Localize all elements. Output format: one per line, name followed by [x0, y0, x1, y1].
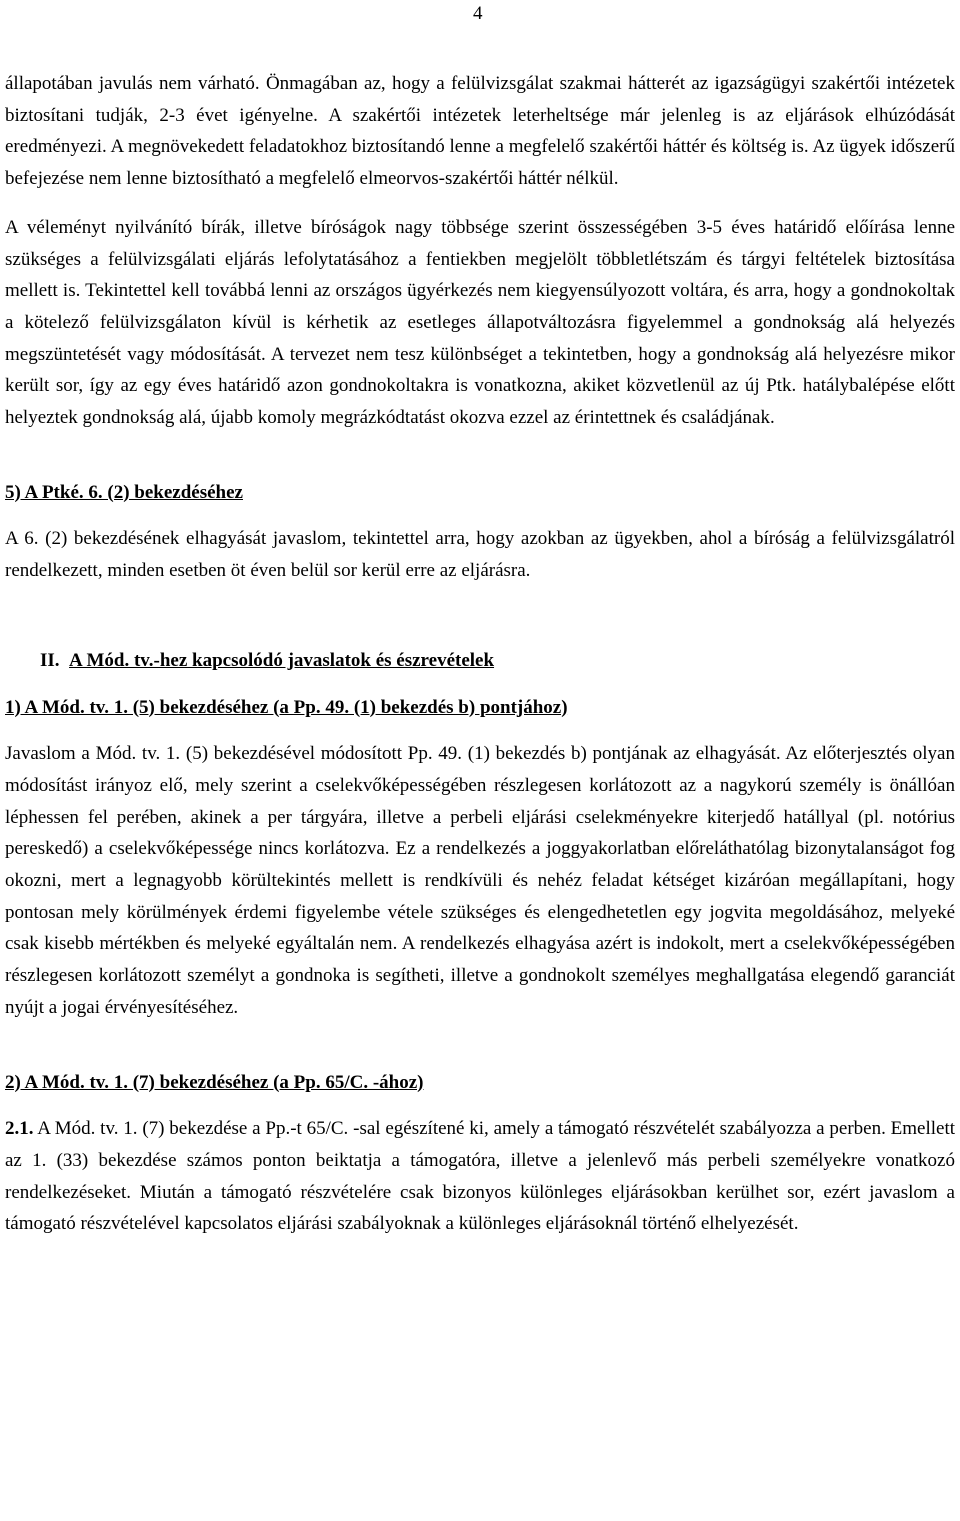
item-1-body: Javaslom a Mód. tv. 1. (5) bekezdésével módosított Pp. 49. (1) bekezdés b) pontjának az elhagyását. Az előterjesztés olyan módosítást irányoz elő, mely szerint a cselekvőképességében részlegesen korlátozott az a nagykorú személy is önállóan léphessen fel perében, akinek a per tárgyára, illetve a perbeli eljárási cselekményekre kiterjedő hatállyal (pl. notórius pereskedő) a cselekvőképessége nincs korlátozva. Ez a rendelkezés a joggyakorlatban előreláthatólag bizonytalanságot fog okozni, mert a legnagyobb körültekintés mellett is rendkívüli és nehéz feladat kétséget kizáróan megállapítani, hogy pontosan mely körülmények érdemi figyelembe vétele szükséges és elengedhetetlen egy jogvita megoldásához, melyeké csak kisebb mértékben és melyeké egyáltalán nem. A rendelkezés elhagyása azért is indokolt, mert a cselekvőképességében részlegesen korlátozott személyt a gondnoka is segítheti, illetve a gondnokolt személyes meghallgatása elegendő garanciát nyújt a jogai érvényesítéséhez.: [5, 743, 955, 1018]
document-body: [5, 68, 955, 1240]
part-2-number: II.: [40, 649, 60, 671]
item-2-1-body: A Mód. tv. 1. (7) bekezdése a Pp.-t 65/C. -sal egészítené ki, amely a támogató részvételét szabályozza a perben. Emellett az 1. (33) bekezdése számos ponton beiktatja a támogatóra, illetve a jelenlevő más perbeli személyekre vonatkozó rendelkezéseket. Miután a támogató részvételére csak bizonyos különleges eljárásokban kerülhet sor, ezért javaslom a támogató részvételével kapcsolatos eljárási szabályoknak a különleges eljárásoknál történő elhelyezését.: [5, 1118, 956, 1235]
section-5-heading: 5) A Ptké. 6. (2) bekezdéséhez: [5, 481, 243, 503]
page-number: 4: [473, 3, 483, 24]
item-1-heading: 1) A Mód. tv. 1. (5) bekezdéséhez (a Pp. 49. (1) bekezdés b) pontjához): [5, 696, 568, 718]
item-2-heading: 2) A Mód. tv. 1. (7) bekezdéséhez (a Pp. 65/C. -ához): [5, 1071, 424, 1093]
part-2-heading: [40, 645, 955, 677]
paragraph-judges-opinion: A véleményt nyilvánító bírák, illetve bíróságok nagy többsége szerint összességében 3-5 éves határidő előírása lenne szükséges a felülvizsgálati eljárás lefolytatásához a fentiekben megjelölt többletlétszám és tárgyi feltételek biztosítása mellett is. Tekintettel kell továbbá lenni az országos ügyérkezés nem kiegyensúlyozott voltára, és arra, hogy a gondnokoltak a kötelező felülvizsgálaton kívül is kérhetik az esetleges állapotváltozásra figyelemmel a gondnokság alá helyezés megszüntetését vagy módosítását. A tervezet nem tesz különbséget a tekintetben, hogy a gondnokság alá helyezésre mikor került sor, így az egy éves határidő azon gondnokoltakra is vonatkozna, akiket közvetlenül az új Ptk. hatálybalépése előtt helyeztek gondnokság alá, újabb komoly megrázkódtatást okozva ezzel az érintettnek és családjának.: [5, 216, 955, 429]
part-2-title: A Mód. tv.-hez kapcsolódó javaslatok és észrevételek: [69, 649, 495, 671]
item-2-1-number: 2.1.: [5, 1118, 34, 1140]
item-2-1-paragraph: [5, 1113, 955, 1240]
section-5-body: A 6. (2) bekezdésének elhagyását javaslom, tekintettel arra, hogy azokban az ügyekben, ahol a bíróság a felülvizsgálatról rendelkezett, minden esetben öt éven belül sor kerül erre az eljárásra.: [5, 528, 955, 582]
paragraph-continuation: állapotában javulás nem várható. Önmagában az, hogy a felülvizsgálat szakmai hátterét az igazságügyi szakértői intézetek biztosítani tudják, 2-3 évet igényelne. A szakértői intézetek leterheltsége már jelenleg is az eljárások elhúzódását eredményezi. A megnövekedett feladatokhoz biztosítandó lenne a megfelelő szakértői háttér és költség is. Az ügyek időszerű befejezése nem lenne biztosítható a megfelelő elmeorvos-szakértői háttér nélkül.: [5, 73, 955, 190]
